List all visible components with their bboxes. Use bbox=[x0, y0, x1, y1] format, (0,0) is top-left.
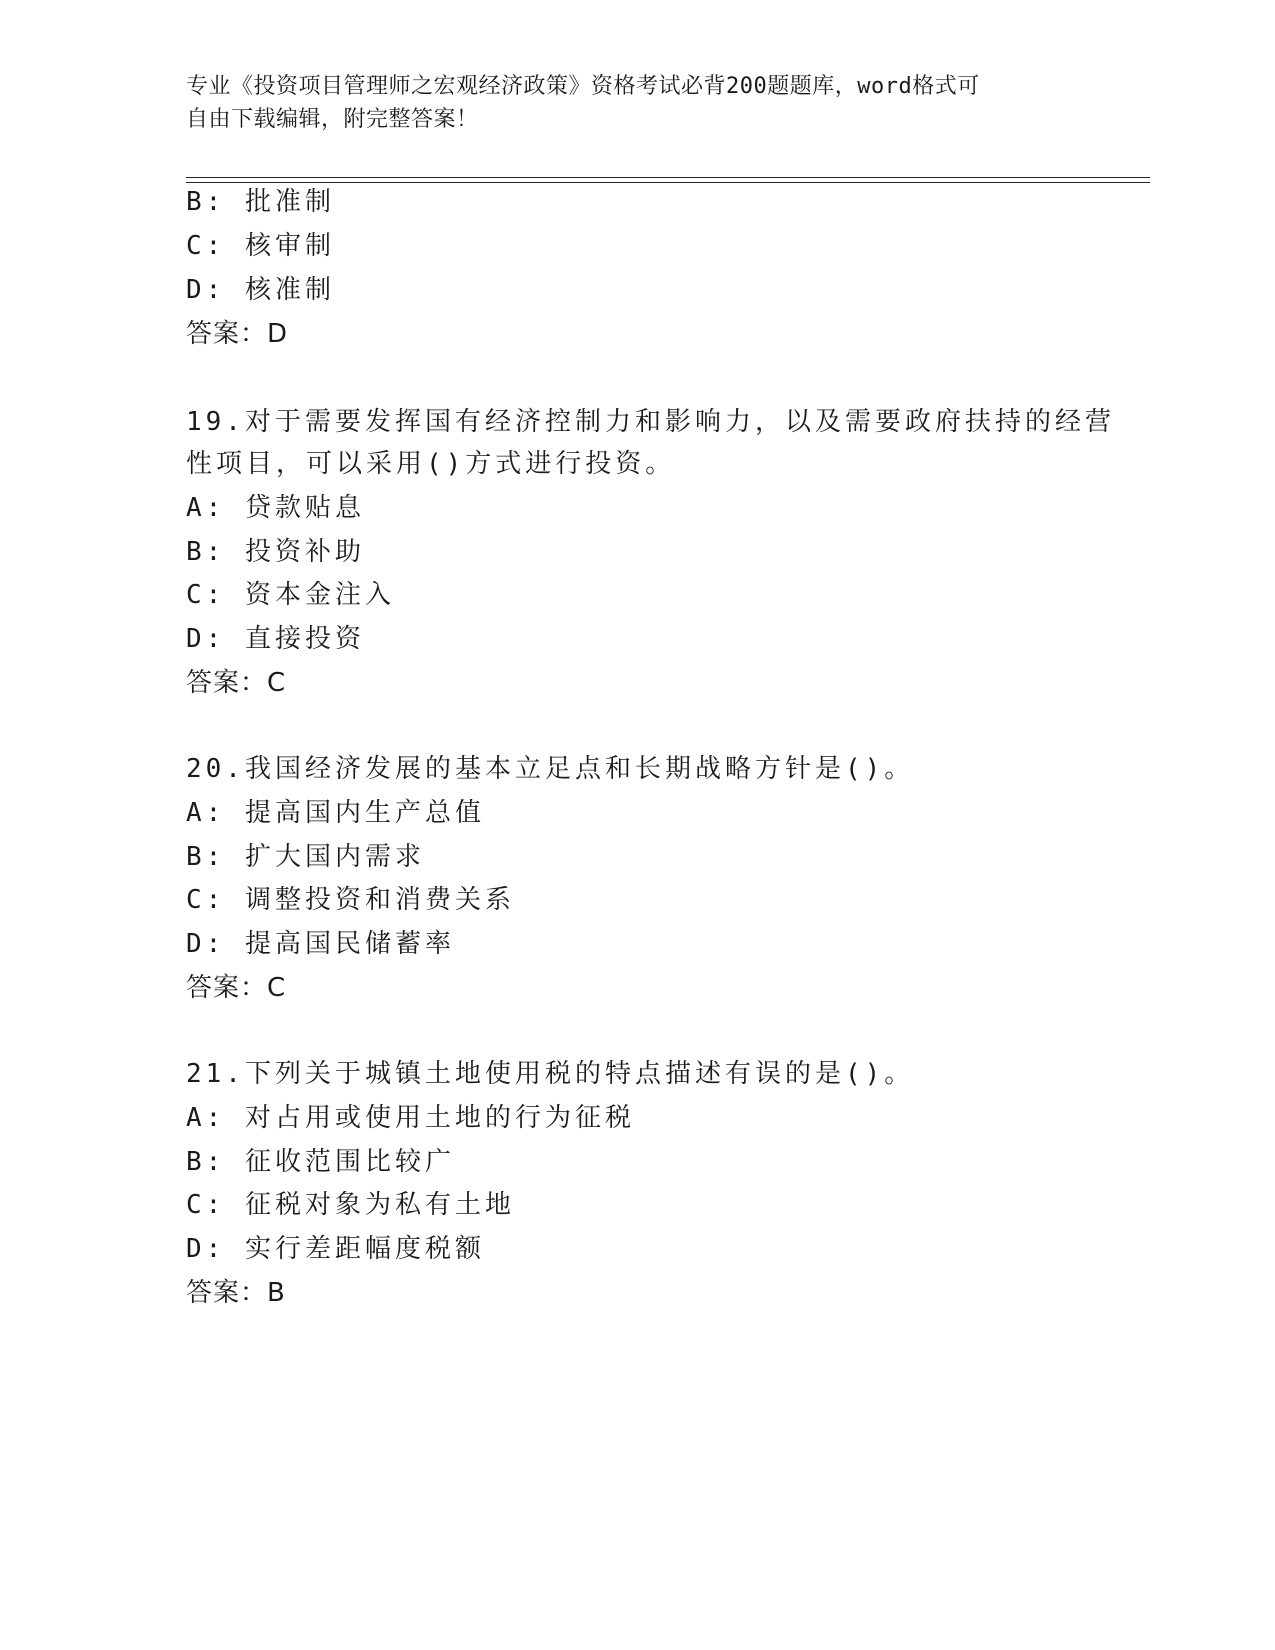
prev-option-b: B: 批准制 bbox=[186, 187, 335, 217]
q21-option-d: D: 实行差距幅度税额 bbox=[186, 1234, 485, 1264]
q19-option-c: C: 资本金注入 bbox=[186, 580, 395, 610]
header-line-2: 自由下载编辑，附完整答案！ bbox=[186, 107, 479, 132]
q21-option-b: B: 征收范围比较广 bbox=[186, 1147, 455, 1177]
q20-answer: 答案：C bbox=[186, 973, 287, 1003]
q21-option-a: A: 对占用或使用土地的行为征税 bbox=[186, 1103, 635, 1133]
prev-option-d: D: 核准制 bbox=[186, 275, 335, 305]
document-header bbox=[186, 70, 1086, 136]
q21-answer: 答案：B bbox=[186, 1278, 286, 1308]
prev-option-c: C: 核审制 bbox=[186, 231, 335, 261]
q19-stem-line-2: 性项目，可以采用()方式进行投资。 bbox=[186, 449, 676, 479]
header-divider-bottom bbox=[186, 182, 1150, 183]
q19-option-b: B: 投资补助 bbox=[186, 537, 365, 567]
header-divider-top bbox=[186, 177, 1150, 178]
q19-stem-line-1: 19.对于需要发挥国有经济控制力和影响力，以及需要政府扶持的经营 bbox=[186, 407, 1115, 437]
q21-stem-line-1: 21.下列关于城镇土地使用税的特点描述有误的是()。 bbox=[186, 1059, 915, 1089]
q20-option-b: B: 扩大国内需求 bbox=[186, 842, 425, 872]
q21-option-c: C: 征税对象为私有土地 bbox=[186, 1190, 515, 1220]
q20-option-c: C: 调整投资和消费关系 bbox=[186, 885, 515, 915]
prev-answer: 答案：D bbox=[186, 319, 289, 349]
q19-option-d: D: 直接投资 bbox=[186, 624, 365, 654]
q19-option-a: A: 贷款贴息 bbox=[186, 493, 365, 523]
q20-option-a: A: 提高国内生产总值 bbox=[186, 798, 485, 828]
header-line-1: 专业《投资项目管理师之宏观经济政策》资格考试必背200题题库，word格式可 bbox=[186, 74, 980, 99]
q20-stem-line-1: 20.我国经济发展的基本立足点和长期战略方针是()。 bbox=[186, 754, 915, 784]
q20-option-d: D: 提高国民储蓄率 bbox=[186, 929, 455, 959]
q19-answer: 答案：C bbox=[186, 668, 287, 698]
